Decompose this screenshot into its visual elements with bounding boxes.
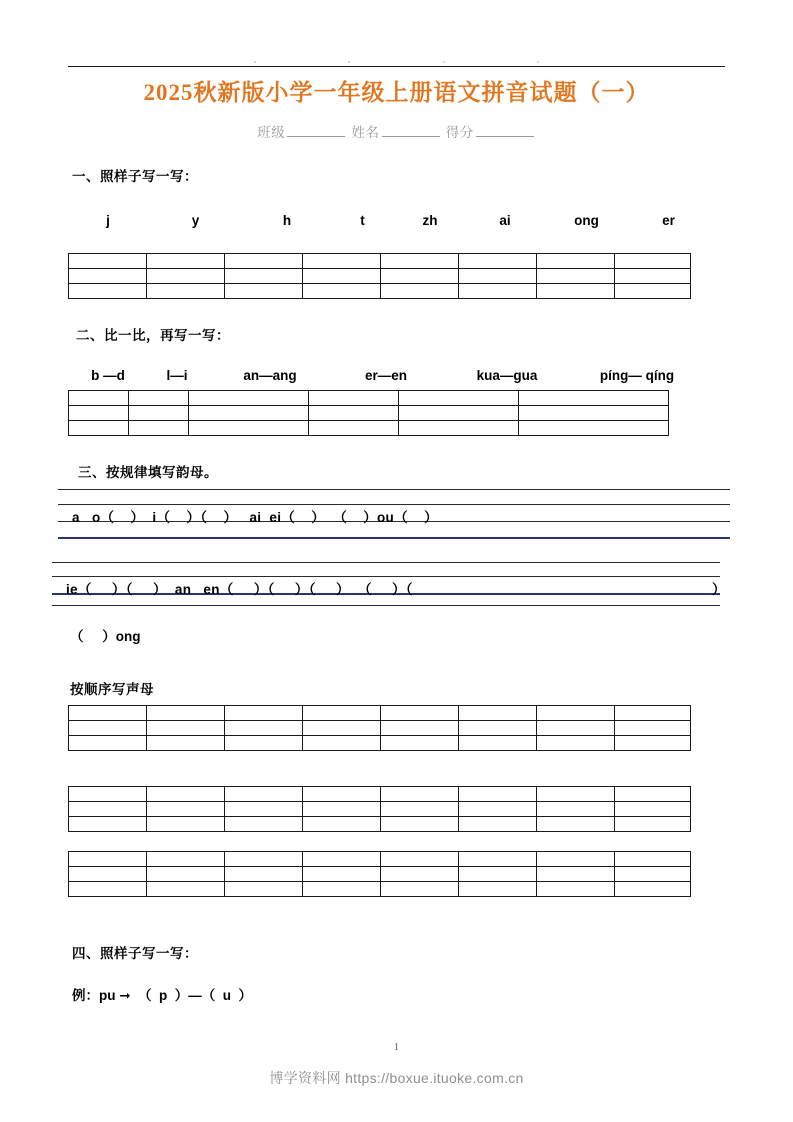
letter-item: t [360, 213, 365, 228]
writing-cell[interactable] [537, 284, 615, 299]
writing-cell[interactable] [303, 787, 381, 802]
writing-cell[interactable] [381, 269, 459, 284]
writing-cell[interactable] [399, 421, 519, 436]
table-row [69, 269, 691, 284]
writing-cell[interactable] [381, 706, 459, 721]
writing-cell[interactable] [225, 254, 303, 269]
writing-cell[interactable] [69, 721, 147, 736]
writing-cell[interactable] [615, 867, 691, 882]
table-row [69, 736, 691, 751]
section-1-heading: 一、照样子写一写： [72, 169, 198, 184]
writing-cell[interactable] [147, 867, 225, 882]
header-dot [443, 61, 445, 63]
writing-cell[interactable] [537, 787, 615, 802]
section-4-heading: 四、照样子写一写： [72, 946, 198, 961]
writing-cell[interactable] [615, 852, 691, 867]
writing-cell[interactable] [69, 254, 147, 269]
name-label: 姓名 [351, 125, 380, 140]
writing-cell[interactable] [615, 269, 691, 284]
table-row [69, 867, 691, 882]
class-blank[interactable] [287, 136, 345, 137]
writing-cell[interactable] [537, 852, 615, 867]
writing-cell[interactable] [147, 254, 225, 269]
writing-cell[interactable] [381, 882, 459, 897]
writing-cell[interactable] [537, 721, 615, 736]
writing-cell[interactable] [69, 391, 129, 406]
letter-item: zh [422, 213, 438, 228]
writing-cell[interactable] [147, 882, 225, 897]
writing-cell[interactable] [69, 736, 147, 751]
writing-cell[interactable] [189, 391, 309, 406]
letter-item: y [191, 213, 200, 228]
writing-cell[interactable] [537, 817, 615, 832]
writing-cell[interactable] [381, 852, 459, 867]
writing-cell[interactable] [69, 817, 147, 832]
writing-cell[interactable] [303, 254, 381, 269]
writing-cell[interactable] [615, 882, 691, 897]
writing-cell[interactable] [459, 882, 537, 897]
writing-cell[interactable] [69, 269, 147, 284]
writing-cell[interactable] [147, 284, 225, 299]
writing-cell[interactable] [381, 721, 459, 736]
writing-cell[interactable] [189, 406, 309, 421]
writing-cell[interactable] [615, 284, 691, 299]
writing-cell[interactable] [225, 736, 303, 751]
table-row [69, 406, 669, 421]
section-2-writing-table[interactable] [68, 390, 669, 436]
writing-cell[interactable] [537, 882, 615, 897]
writing-cell[interactable] [225, 284, 303, 299]
writing-cell[interactable] [459, 817, 537, 832]
writing-cell[interactable] [303, 852, 381, 867]
section-3-subheading: 按顺序写声母 [70, 682, 154, 697]
shengmu-table-1[interactable] [68, 705, 691, 751]
class-label: 班级 [257, 125, 286, 140]
writing-cell[interactable] [459, 787, 537, 802]
writing-cell[interactable] [459, 254, 537, 269]
header-dot [254, 61, 256, 63]
writing-cell[interactable] [303, 269, 381, 284]
letter-item: ai [499, 213, 511, 228]
writing-cell[interactable] [69, 852, 147, 867]
page-number: 1 [394, 1042, 399, 1053]
writing-cell[interactable] [129, 391, 189, 406]
grid-line-top [52, 562, 720, 563]
writing-cell[interactable] [225, 787, 303, 802]
section-1-letter-row [68, 213, 708, 228]
pinyin-fourline-grid-2 [52, 562, 726, 607]
writing-cell[interactable] [459, 706, 537, 721]
writing-cell[interactable] [519, 406, 669, 421]
writing-cell[interactable] [69, 406, 129, 421]
name-blank[interactable] [382, 136, 440, 137]
writing-cell[interactable] [381, 787, 459, 802]
student-info-line [0, 121, 793, 141]
writing-cell[interactable] [69, 284, 147, 299]
writing-cell[interactable] [309, 406, 399, 421]
writing-cell[interactable] [303, 706, 381, 721]
section-3-heading: 三、按规律填写韵母。 [78, 465, 218, 480]
writing-cell[interactable] [459, 867, 537, 882]
writing-cell[interactable] [225, 706, 303, 721]
writing-cell[interactable] [147, 721, 225, 736]
table-row [69, 817, 691, 832]
grid-line-top [58, 489, 730, 490]
writing-cell[interactable] [381, 254, 459, 269]
writing-cell[interactable] [69, 882, 147, 897]
writing-cell[interactable] [537, 802, 615, 817]
letter-item: j [106, 213, 110, 228]
writing-cell[interactable] [147, 802, 225, 817]
pair-item: l—i [166, 368, 188, 383]
pair-item: b —d [91, 368, 125, 383]
pair-item: an—ang [243, 368, 297, 383]
table-row [69, 421, 669, 436]
writing-cell[interactable] [69, 706, 147, 721]
pair-item: kua—gua [476, 368, 538, 383]
writing-cell[interactable] [69, 867, 147, 882]
table-row [69, 721, 691, 736]
writing-cell[interactable] [147, 706, 225, 721]
letter-item: er [662, 213, 675, 228]
section-2-heading: 二、比一比，再写一写： [76, 328, 230, 343]
table-row [69, 852, 691, 867]
writing-cell[interactable] [381, 736, 459, 751]
writing-cell[interactable] [225, 721, 303, 736]
writing-cell[interactable] [225, 817, 303, 832]
writing-cell[interactable] [303, 736, 381, 751]
writing-cell[interactable] [519, 391, 669, 406]
section-3-line-2-tail: ） [712, 582, 726, 597]
writing-cell[interactable] [303, 284, 381, 299]
shengmu-table-3[interactable] [68, 851, 691, 897]
table-row [69, 882, 691, 897]
table-row [69, 787, 691, 802]
writing-cell[interactable] [69, 421, 129, 436]
writing-cell[interactable] [519, 421, 669, 436]
writing-cell[interactable] [459, 852, 537, 867]
writing-cell[interactable] [69, 802, 147, 817]
writing-cell[interactable] [615, 817, 691, 832]
score-label: 得分 [445, 125, 474, 140]
grid-line-bottom [52, 605, 720, 606]
pinyin-fourline-grid-1 [58, 489, 730, 541]
writing-cell[interactable] [303, 867, 381, 882]
letter-item: ong [574, 213, 599, 228]
writing-cell[interactable] [615, 721, 691, 736]
section-3-line-3: （ ）ong [70, 629, 141, 644]
writing-cell[interactable] [615, 787, 691, 802]
writing-cell[interactable] [381, 284, 459, 299]
writing-cell[interactable] [147, 787, 225, 802]
writing-cell[interactable] [537, 706, 615, 721]
writing-cell[interactable] [537, 269, 615, 284]
table-row [69, 706, 691, 721]
header-dot [348, 61, 350, 63]
writing-cell[interactable] [147, 852, 225, 867]
writing-cell[interactable] [459, 802, 537, 817]
table-row [69, 284, 691, 299]
header-dot [537, 61, 539, 63]
writing-cell[interactable] [537, 254, 615, 269]
writing-cell[interactable] [615, 254, 691, 269]
writing-cell[interactable] [129, 406, 189, 421]
writing-cell[interactable] [303, 882, 381, 897]
section-2-pair-row [72, 368, 702, 383]
writing-cell[interactable] [303, 817, 381, 832]
header-dots [68, 58, 725, 66]
table-row [69, 391, 669, 406]
writing-cell[interactable] [381, 802, 459, 817]
section-4-example: 例：pu ➞ （ p ）—（ u ） [72, 988, 253, 1003]
grid-line-second [58, 504, 730, 505]
writing-cell[interactable] [459, 269, 537, 284]
writing-cell[interactable] [129, 421, 189, 436]
pair-item: píng— qíng [599, 368, 675, 383]
writing-cell[interactable] [399, 406, 519, 421]
writing-cell[interactable] [381, 867, 459, 882]
pair-item: er—en [364, 368, 408, 383]
writing-cell[interactable] [225, 867, 303, 882]
writing-cell[interactable] [309, 391, 399, 406]
writing-cell[interactable] [615, 802, 691, 817]
writing-cell[interactable] [69, 787, 147, 802]
watermark: 博学资料网 https://boxue.ituoke.com.cn [269, 1070, 524, 1086]
writing-cell[interactable] [225, 269, 303, 284]
writing-cell[interactable] [615, 736, 691, 751]
writing-cell[interactable] [303, 721, 381, 736]
writing-cell[interactable] [309, 421, 399, 436]
writing-cell[interactable] [459, 721, 537, 736]
writing-cell[interactable] [225, 882, 303, 897]
writing-cell[interactable] [303, 802, 381, 817]
header-rule [68, 66, 725, 67]
table-row [69, 254, 691, 269]
section-3-line-1: a o（ ） i（ ）（ ） ai ei（ ） （ ）ou（ ） [72, 510, 438, 525]
writing-cell[interactable] [225, 802, 303, 817]
grid-line-bottom [58, 537, 730, 539]
writing-cell[interactable] [147, 817, 225, 832]
writing-cell[interactable] [147, 736, 225, 751]
writing-cell[interactable] [189, 421, 309, 436]
score-blank[interactable] [476, 136, 534, 137]
shengmu-table-2[interactable] [68, 786, 691, 832]
writing-cell[interactable] [399, 391, 519, 406]
grid-line-second [52, 576, 720, 577]
section-1-writing-table[interactable] [68, 253, 691, 299]
writing-cell[interactable] [537, 867, 615, 882]
writing-cell[interactable] [459, 736, 537, 751]
writing-cell[interactable] [615, 706, 691, 721]
writing-cell[interactable] [537, 736, 615, 751]
letter-item: h [282, 213, 292, 228]
writing-cell[interactable] [147, 269, 225, 284]
section-3-line-2: ie（ ）（ ） an en（ ）（ ）（ ） （ ）（ [66, 582, 413, 597]
table-row [69, 802, 691, 817]
writing-cell[interactable] [225, 852, 303, 867]
writing-cell[interactable] [381, 817, 459, 832]
page-title: 2025秋新版小学一年级上册语文拼音试题（一） [143, 80, 650, 105]
writing-cell[interactable] [459, 284, 537, 299]
